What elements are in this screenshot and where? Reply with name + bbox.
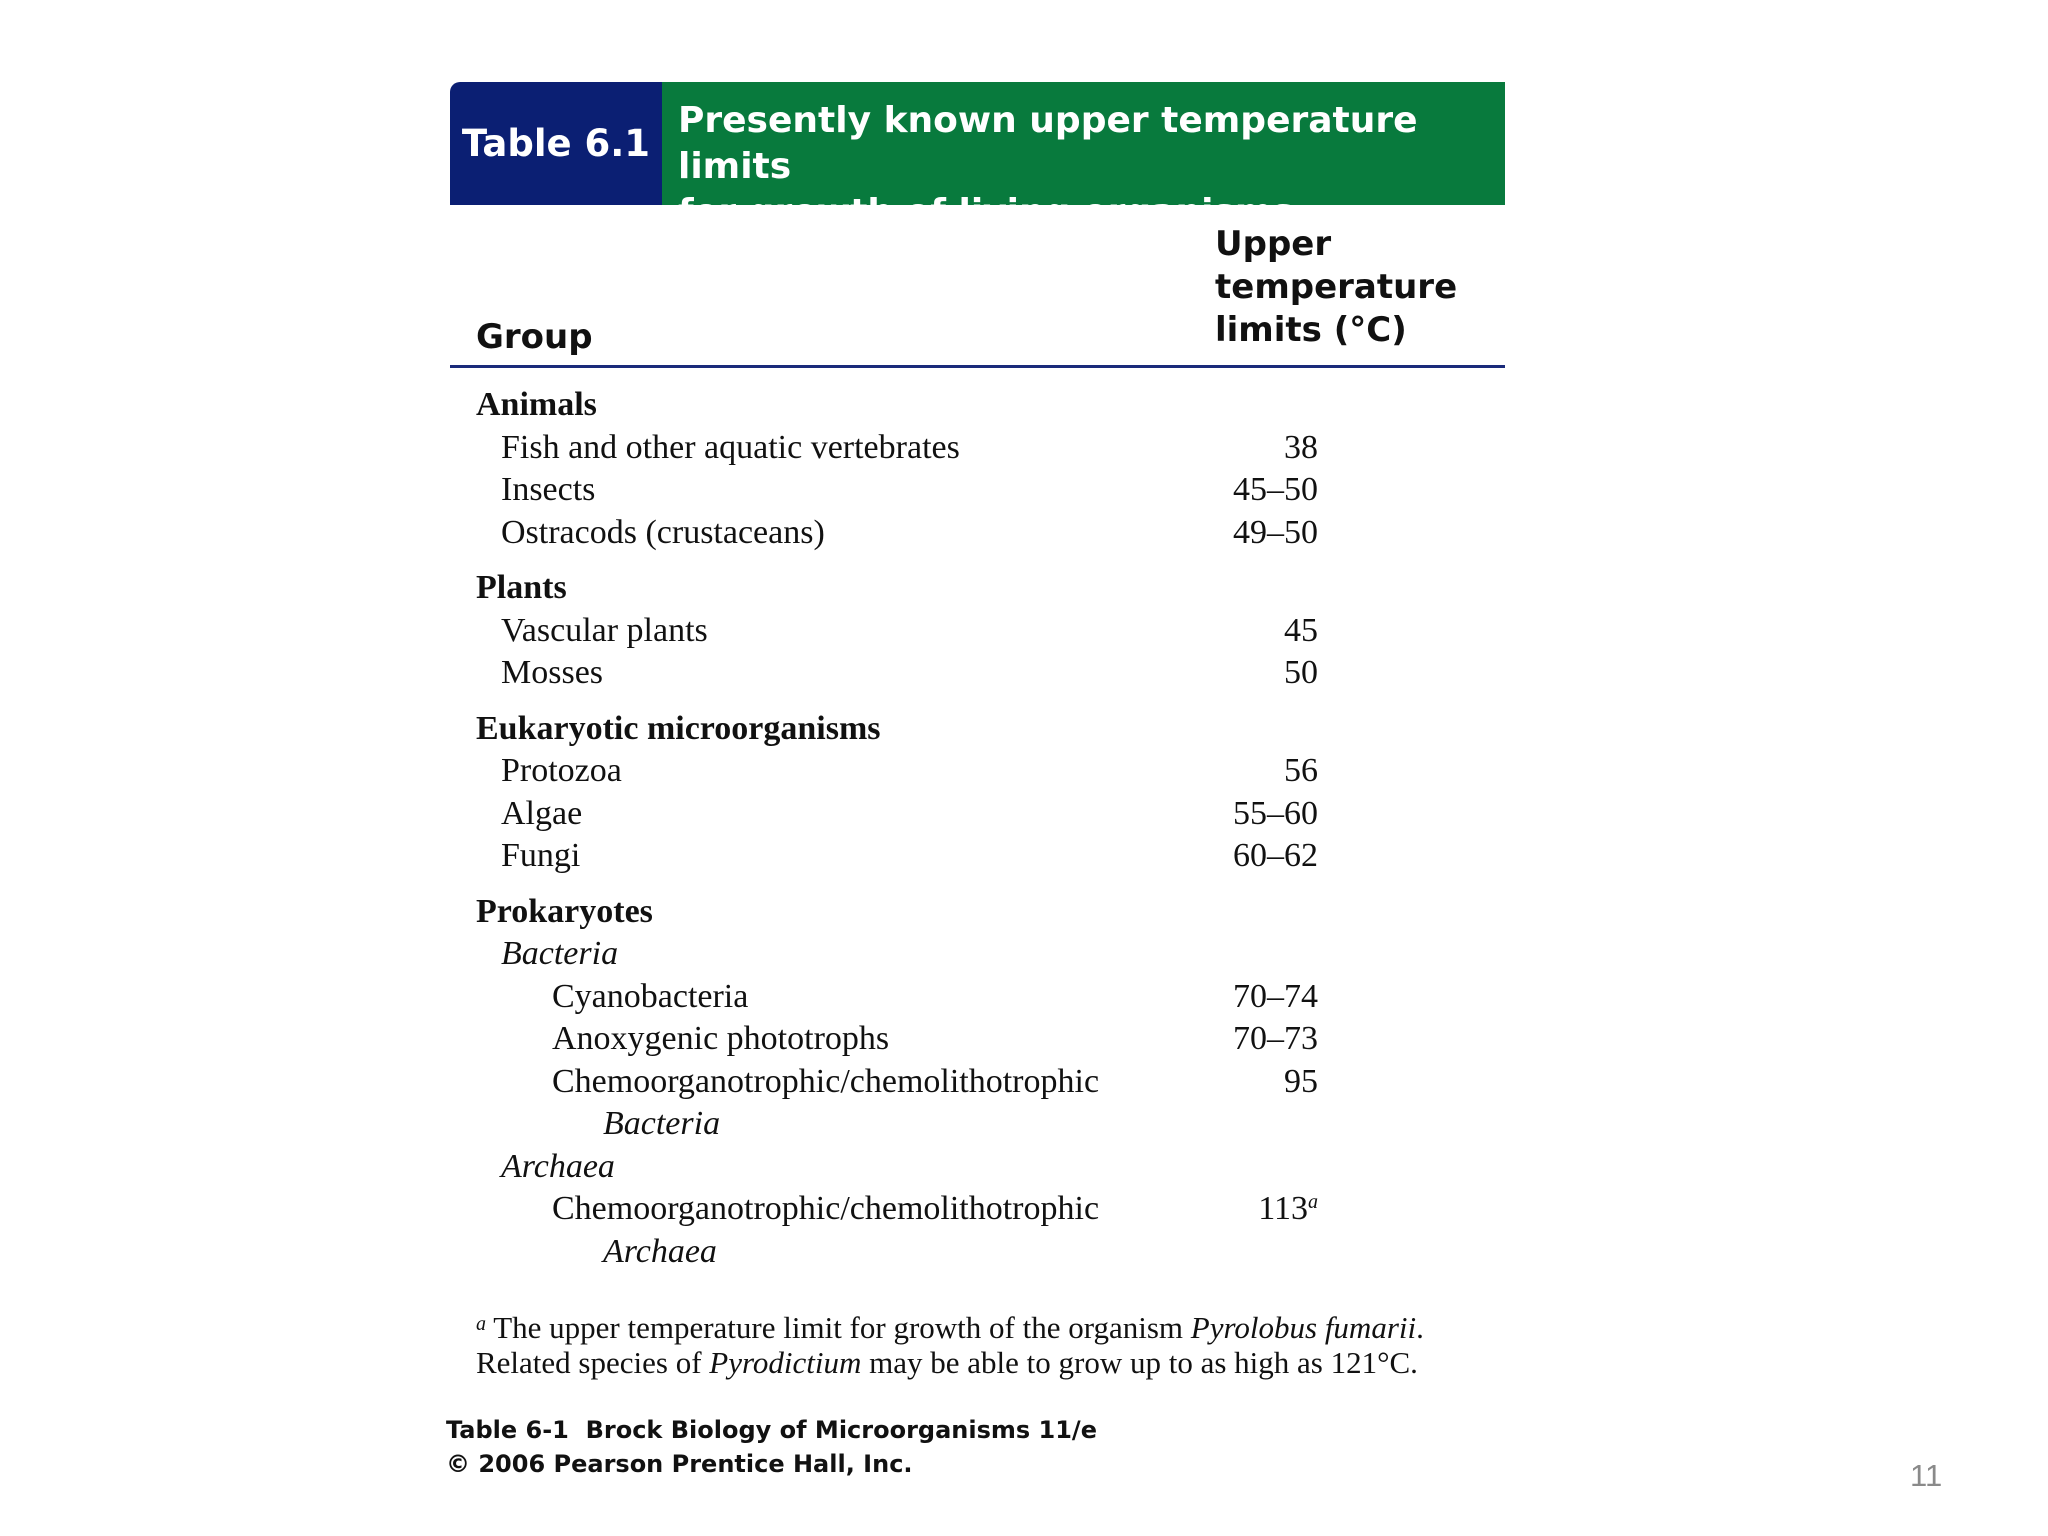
table-title-line-1: Presently known upper temperature limits — [678, 100, 1418, 187]
group-row-prokaryotes — [450, 891, 1505, 934]
row-label: Fish and other aquatic vertebrates — [501, 428, 960, 466]
group-row-plants — [450, 567, 1505, 610]
table-row — [450, 1188, 1505, 1231]
table-row — [450, 750, 1505, 793]
table-row — [450, 610, 1505, 653]
footnote-genus-name: Pyrodictium — [709, 1345, 862, 1380]
footnote-line-2 — [476, 1345, 1516, 1380]
table-row — [450, 652, 1505, 695]
row-label: Protozoa — [501, 752, 622, 789]
footnote-text: Related species of — [476, 1345, 710, 1380]
row-label: Archaea — [603, 1232, 717, 1270]
slide-page-number: 11 — [1910, 1458, 1943, 1493]
footnote-text: . — [1416, 1310, 1424, 1345]
table-row — [450, 1061, 1505, 1104]
column-header-temperature-line-2: temperature — [1215, 267, 1458, 307]
credit-line-2: © 2006 Pearson Prentice Hall, Inc. — [446, 1450, 913, 1478]
group-row-animals — [450, 384, 1505, 427]
table-row-continuation — [450, 1231, 1505, 1274]
table-banner — [450, 82, 1505, 233]
subgroup-row-bacteria — [450, 933, 1505, 976]
row-label: Chemoorganotrophic/chemolithotrophic — [552, 1062, 1100, 1100]
footnote-text: The upper temperature limit for growth of the organism — [486, 1310, 1191, 1345]
table-row — [450, 1018, 1505, 1061]
table-6-1 — [450, 82, 1505, 1273]
row-value: 50 — [1284, 654, 1318, 691]
table-footnote — [476, 1310, 1516, 1380]
source-credit — [446, 1413, 1097, 1481]
subgroup-row-archaea — [450, 1146, 1505, 1189]
row-label: Cyanobacteria — [552, 977, 749, 1015]
row-value: 70–73 — [1233, 1020, 1318, 1057]
footnote-line-1 — [476, 1310, 1516, 1345]
footnote-species-name: Pyrolobus fumarii — [1190, 1310, 1417, 1345]
row-value: 38 — [1284, 428, 1318, 466]
row-label: Chemoorganotrophic/chemolithotrophic — [552, 1190, 1100, 1227]
row-label: Fungi — [501, 837, 581, 874]
table-title-line-2: for growth of living organisms — [678, 192, 1294, 233]
table-body — [450, 384, 1505, 1273]
row-value: 49–50 — [1233, 513, 1318, 551]
row-value: 60–62 — [1233, 837, 1318, 874]
row-label: Bacteria — [603, 1105, 721, 1142]
row-label: Mosses — [501, 654, 604, 691]
row-label: Bacteria — [501, 935, 619, 972]
row-label: Archaea — [501, 1147, 615, 1185]
column-header-temperature-line-3: limits (°C) — [1215, 310, 1407, 350]
table-row — [450, 793, 1505, 836]
row-value: 70–74 — [1233, 977, 1318, 1015]
row-label: Algae — [501, 794, 583, 832]
row-value: 113 — [1258, 1190, 1308, 1227]
column-headers — [450, 205, 1505, 368]
row-label: Vascular plants — [501, 611, 708, 649]
row-label: Animals — [476, 386, 597, 423]
row-value: 45 — [1284, 611, 1318, 649]
footnote-marker: a — [1308, 1191, 1318, 1213]
table-title — [662, 82, 1505, 233]
group-row-eukaryotic — [450, 708, 1505, 751]
row-label: Ostracods (crustaceans) — [501, 513, 825, 551]
column-header-temperature — [1215, 223, 1505, 352]
row-label: Anoxygenic phototrophs — [552, 1020, 890, 1057]
row-value-with-footnote — [1258, 1188, 1318, 1231]
table-row-continuation — [450, 1103, 1505, 1146]
row-label: Eukaryotic microorganisms — [476, 709, 881, 747]
row-value: 56 — [1284, 752, 1318, 789]
table-number-label: Table 6.1 — [450, 82, 662, 205]
footnote-text: may be able to grow up to as high as 121°C. — [861, 1345, 1418, 1380]
column-header-group: Group — [476, 317, 593, 357]
table-row — [450, 976, 1505, 1019]
table-row — [450, 469, 1505, 512]
table-row — [450, 512, 1505, 555]
footnote-marker: a — [476, 1313, 486, 1335]
row-label: Insects — [501, 471, 596, 508]
row-label: Plants — [476, 569, 567, 606]
table-row — [450, 835, 1505, 878]
row-value: 55–60 — [1233, 794, 1318, 832]
row-value: 45–50 — [1233, 471, 1318, 508]
table-row — [450, 427, 1505, 470]
column-header-temperature-line-1: Upper — [1215, 224, 1332, 264]
row-label: Prokaryotes — [476, 892, 653, 930]
row-value: 95 — [1284, 1062, 1318, 1100]
credit-line-1: Table 6-1 Brock Biology of Microorganisms 11/e — [446, 1416, 1097, 1444]
